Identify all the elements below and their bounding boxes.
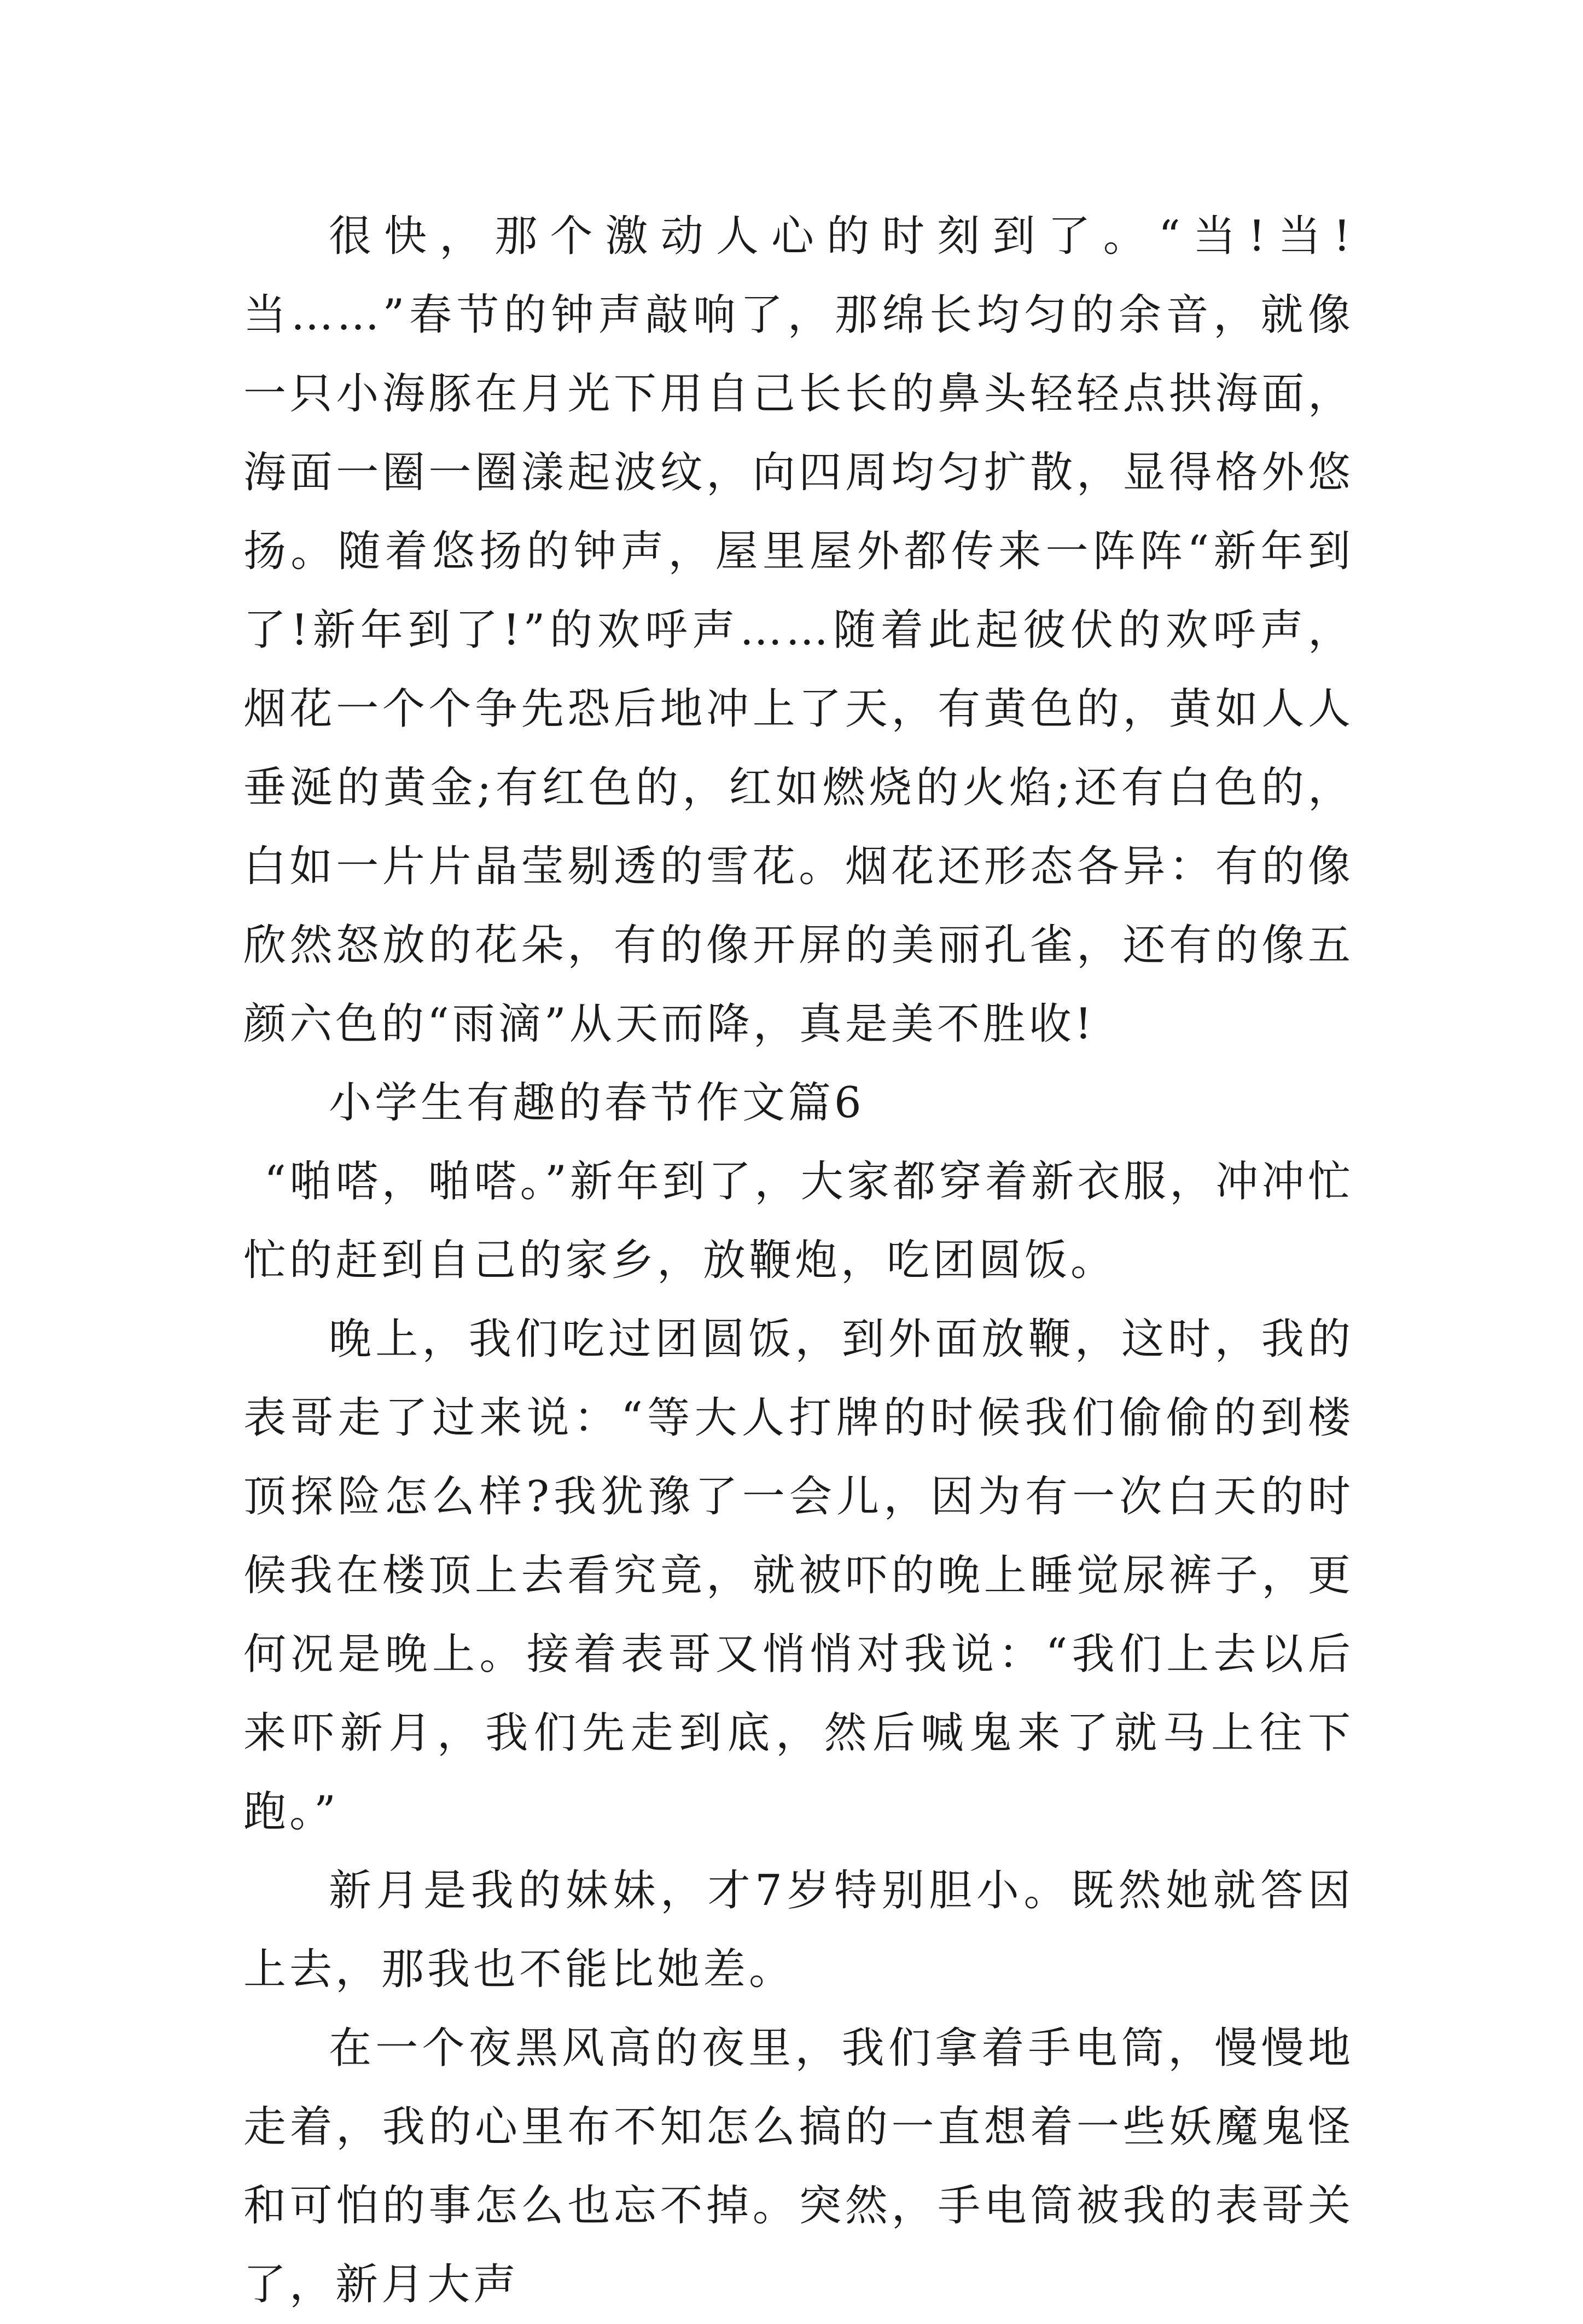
section-heading: 小学生有趣的春节作文篇6: [329, 1078, 865, 1128]
paragraph-fireworks: 很快，那个激动人心的时刻到了。“当!当!当……”春节的钟声敲响了，那绵长均匀的余音，就像一只小海豚在月光下用自己长长的鼻头轻轻点拱海面，海面一圈一圈漾起波纹，向四周均匀扩散，显得格外悠扬。随着悠扬的钟声，屋里屋外都传来一阵阵“新年到了!新年到了!”的欢呼声……随着此起彼伏的欢呼声，烟花一个个争先恐后地冲上了天，有黄色的，黄如人人垂涎的黄金;有红色的，红如燃烧的火焰;还有白色的，白如一片片晶莹剔透的雪花。烟花还形态各异：有的像欣然怒放的花朵，有的像开屏的美丽孔雀，还有的像五颜六色的“雨滴”从天而降，真是美不胜收!: [243, 212, 1354, 1049]
document-body: [243, 197, 1354, 2324]
paragraph-new-year-arrives: “啪嗒，啪嗒。”新年到了，大家都穿着新衣服，冲冲忙忙的赶到自己的家乡，放鞭炮，吃团圆饭。: [243, 1157, 1354, 1285]
paragraph-night-adventure: 在一个夜黑风高的夜里，我们拿着手电筒，慢慢地走着，我的心里布不知怎么搞的一直想着一些妖魔鬼怪和可怕的事怎么也忘不掉。突然，手电筒被我的表哥关了，新月大声: [243, 2024, 1354, 2309]
paragraph-evening-plan: 晚上，我们吃过团圆饭，到外面放鞭，这时，我的表哥走了过来说：“等大人打牌的时候我们偷偷的到楼顶探险怎么样?我犹豫了一会儿，因为有一次白天的时候我在楼顶上去看究竟，就被吓的晚上睡觉尿裤子，更何况是晚上。接着表哥又悄悄对我说：“我们上去以后来吓新月，我们先走到底，然后喊鬼来了就马上往下跑。”: [243, 1315, 1354, 1837]
paragraph-sister: 新月是我的妹妹，才7岁特别胆小。既然她就答因上去，那我也不能比她差。: [243, 1866, 1354, 1994]
